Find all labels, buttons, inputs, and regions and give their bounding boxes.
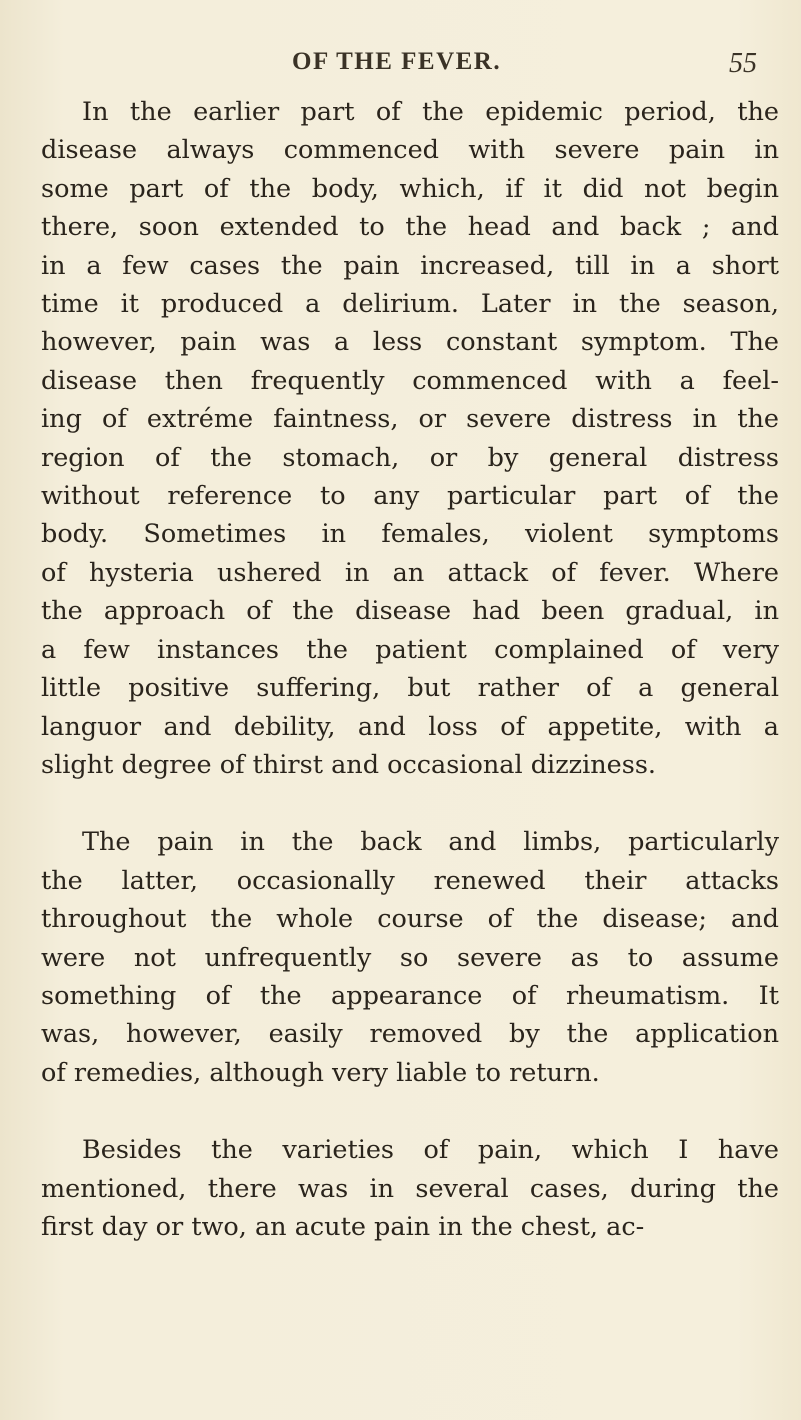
text-line: there, soon extended to the head and back ; and	[41, 212, 779, 243]
text-line: some part of the body, which, if it did not begin	[41, 173, 779, 204]
page-number: 55	[729, 48, 757, 79]
text-line: time it produced a delirium. Later in the season,	[41, 289, 779, 320]
text-line: The pain in the back and limbs, particularly	[82, 827, 779, 858]
text-line: slight degree of thirst and occasional dizziness.	[41, 749, 657, 780]
text-line: In the earlier part of the epidemic period, the	[82, 97, 779, 127]
text-line: were not unfrequently so severe as to assume	[41, 942, 779, 973]
body-text	[41, 93, 779, 1246]
text-line: disease always commenced with severe pain in	[41, 135, 779, 166]
paragraph-1	[41, 93, 779, 784]
text-line: body. Sometimes in females, violent symptoms	[41, 519, 779, 550]
running-head	[0, 48, 801, 88]
text-line: mentioned, there was in several cases, during the	[41, 1173, 779, 1204]
text-line: little positive suffering, but rather of a general	[41, 673, 779, 704]
text-line: languor and debility, and loss of appetite, with a	[41, 711, 779, 742]
text-line: ing of extréme faintness, or severe distress in the	[41, 404, 779, 435]
text-line: something of the appearance of rheumatism. It	[41, 980, 779, 1011]
text-line: Besides the varieties of pain, which I have	[82, 1135, 779, 1166]
text-line: first day or two, an acute pain in the chest, ac-	[41, 1211, 645, 1242]
text-line: of hysteria ushered in an attack of fever. Where	[41, 557, 779, 588]
paragraph-2	[41, 823, 779, 1092]
text-line: the latter, occasionally renewed their attacks	[41, 865, 779, 896]
text-line: the approach of the disease had been gradual, in	[41, 596, 779, 627]
text-line: region of the stomach, or by general distress	[41, 442, 779, 473]
text-line: a few instances the patient complained of very	[41, 634, 779, 665]
paragraph-3	[41, 1131, 779, 1246]
running-title: OF THE FEVER.	[292, 48, 502, 75]
text-line: disease then frequently commenced with a feel-	[41, 365, 779, 396]
text-line: without reference to any particular part of the	[41, 481, 779, 512]
text-line: in a few cases the pain increased, till in a short	[41, 250, 779, 281]
text-line: however, pain was a less constant symptom. The	[41, 327, 779, 358]
text-line: was, however, easily removed by the application	[41, 1019, 779, 1050]
text-line: throughout the whole course of the disease; and	[41, 904, 779, 935]
text-line: of remedies, although very liable to return.	[41, 1057, 600, 1088]
